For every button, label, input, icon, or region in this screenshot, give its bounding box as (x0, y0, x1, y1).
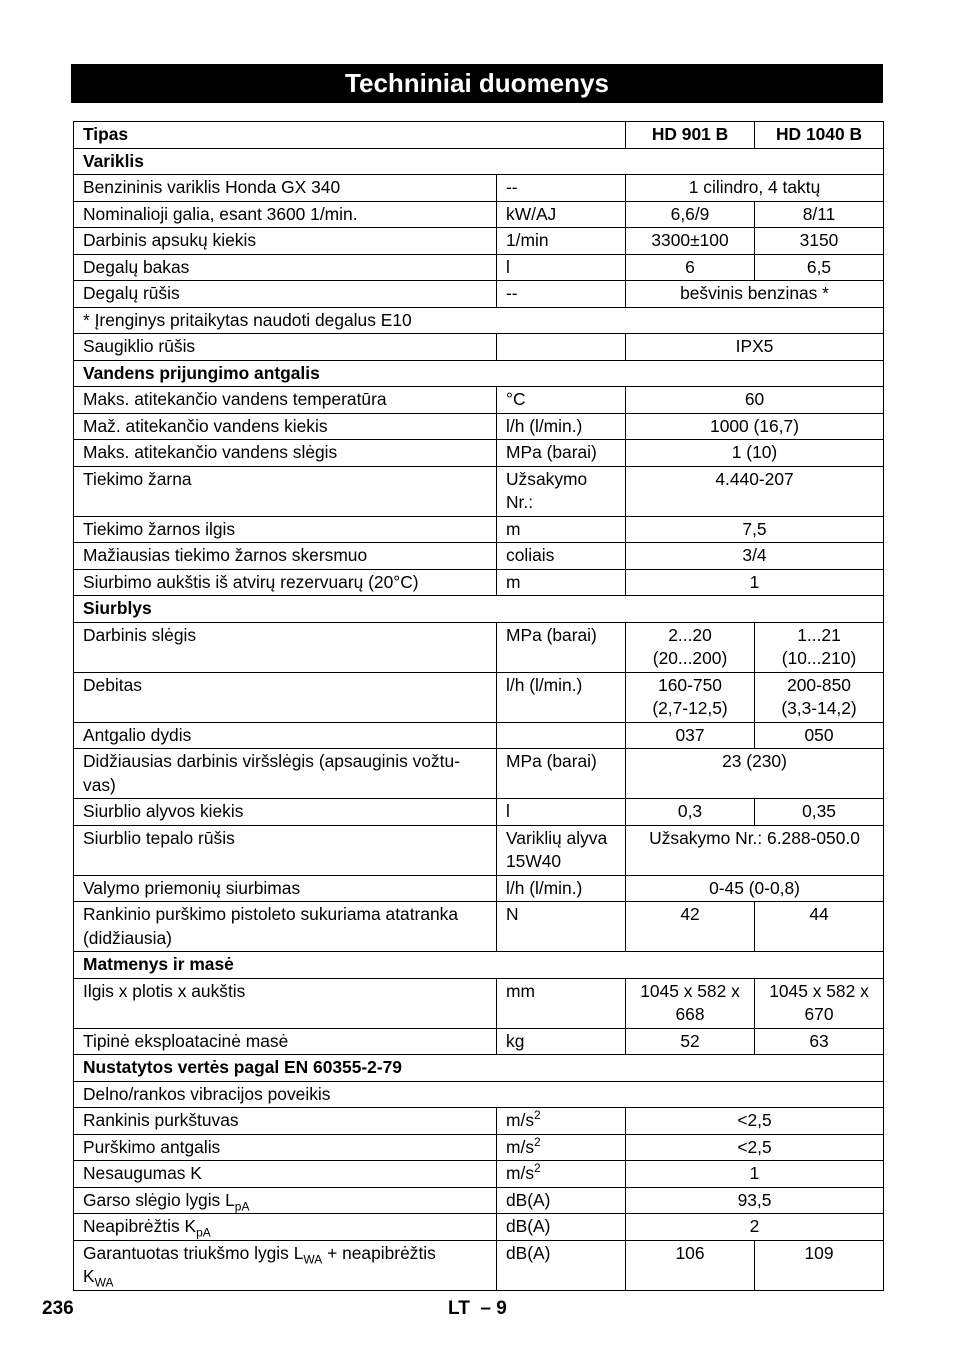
table-row: Siurblio alyvos kiekis l 0,3 0,35 (74, 799, 884, 826)
table-row: Degalų rūšis -- bešvinis benzinas * (74, 281, 884, 308)
table-row: Siurblio tepalo rūšis Variklių alyva 15W40 Užsakymo Nr.: 6.288-050.0 (74, 825, 884, 875)
table-row: Maks. atitekančio vandens slėgis MPa (barai) 1 (10) (74, 440, 884, 467)
header-model-hd901b: HD 901 B (626, 122, 755, 149)
table-row: Siurbimo aukštis iš atvirų rezervuarų (20°C) m 1 (74, 569, 884, 596)
header-type-label: Tipas (74, 122, 626, 149)
technical-data-table (73, 121, 884, 1291)
table-row: Ilgis x plotis x aukštis mm 1045 x 582 x 668 1045 x 582 x 670 (74, 978, 884, 1028)
table-row: Purškimo antgalis $m/s^2$ <2,5 (74, 1134, 884, 1161)
table-header-row (74, 122, 884, 149)
page-title: Techniniai duomenys (71, 64, 883, 103)
table-row: Antgalio dydis 037 050 (74, 722, 884, 749)
table-row: Saugiklio rūšis IPX5 (74, 334, 884, 361)
section-row-pump: Siurblys (74, 596, 884, 623)
table-row: Didžiausias darbinis viršslėgis (apsauginis vožtu-vas) MPa (barai) 23 (230) (74, 749, 884, 799)
table-row: Tipinė eksploatacinė masė kg 52 63 (74, 1028, 884, 1055)
table-row: Nominalioji galia, esant 3600 1/min. kW/AJ 6,6/9 8/11 (74, 201, 884, 228)
table-row: Darbinis apsukų kiekis 1/min 3300±100 3150 (74, 228, 884, 255)
table-row: Garantuotas triukšmo lygis $L_{WA}$ + neapibrėžtis $K_{WA}$ dB(A) 106 109 (74, 1240, 884, 1290)
table-row: Valymo priemonių siurbimas l/h (l/min.) 0-45 (0-0,8) (74, 875, 884, 902)
table-row: Tiekimo žarna Užsakymo Nr.: 4.440-207 (74, 466, 884, 516)
table-row: Maks. atitekančio vandens temperatūra °C 60 (74, 387, 884, 414)
header-model-hd1040b: HD 1040 B (755, 122, 884, 149)
section-row-engine: Variklis (74, 148, 884, 175)
table-row: Garso slėgio lygis $L_{pA}$ dB(A) 93,5 (74, 1187, 884, 1214)
section-row-water: Vandens prijungimo antgalis (74, 360, 884, 387)
table-row: Nesaugumas K $m/s^2$ 1 (74, 1161, 884, 1188)
table-row: Mаž. atitekančio vandens kiekis l/h (l/min.) 1000 (16,7) (74, 413, 884, 440)
section-row-values: Nustatytos vertės pagal EN 60355-2-79 (74, 1055, 884, 1082)
page-number: 236 (42, 1298, 74, 1319)
table-subheading-row: Delno/rankos vibracijos poveikis (74, 1081, 884, 1108)
language-section-label: LT – 9 (448, 1298, 507, 1319)
table-note-row: * Įrenginys pritaikytas naudoti degalus E10 (74, 307, 884, 334)
table-row: Debitas l/h (l/min.) 160-750 (2,7-12,5) 200-850 (3,3-14,2) (74, 672, 884, 722)
table-row: Mažiausias tiekimo žarnos skersmuo coliais 3/4 (74, 543, 884, 570)
table-row: Rankinio purškimo pistoleto sukuriama atatranka (didžiausia) N 42 44 (74, 902, 884, 952)
section-row-dimensions: Matmenys ir masė (74, 952, 884, 979)
table-row: Benzininis variklis Honda GX 340 -- 1 cilindro, 4 taktų (74, 175, 884, 202)
table-row: Neapibrėžtis $K_{pA}$ dB(A) 2 (74, 1214, 884, 1241)
table-row: Rankinis purkštuvas $m/s^2$ <2,5 (74, 1108, 884, 1135)
table-row: Degalų bakas l 6 6,5 (74, 254, 884, 281)
table-row: Tiekimo žarnos ilgis m 7,5 (74, 516, 884, 543)
table-row: Darbinis slėgis MPa (barai) 2...20 (20...200) 1...21 (10...210) (74, 622, 884, 672)
